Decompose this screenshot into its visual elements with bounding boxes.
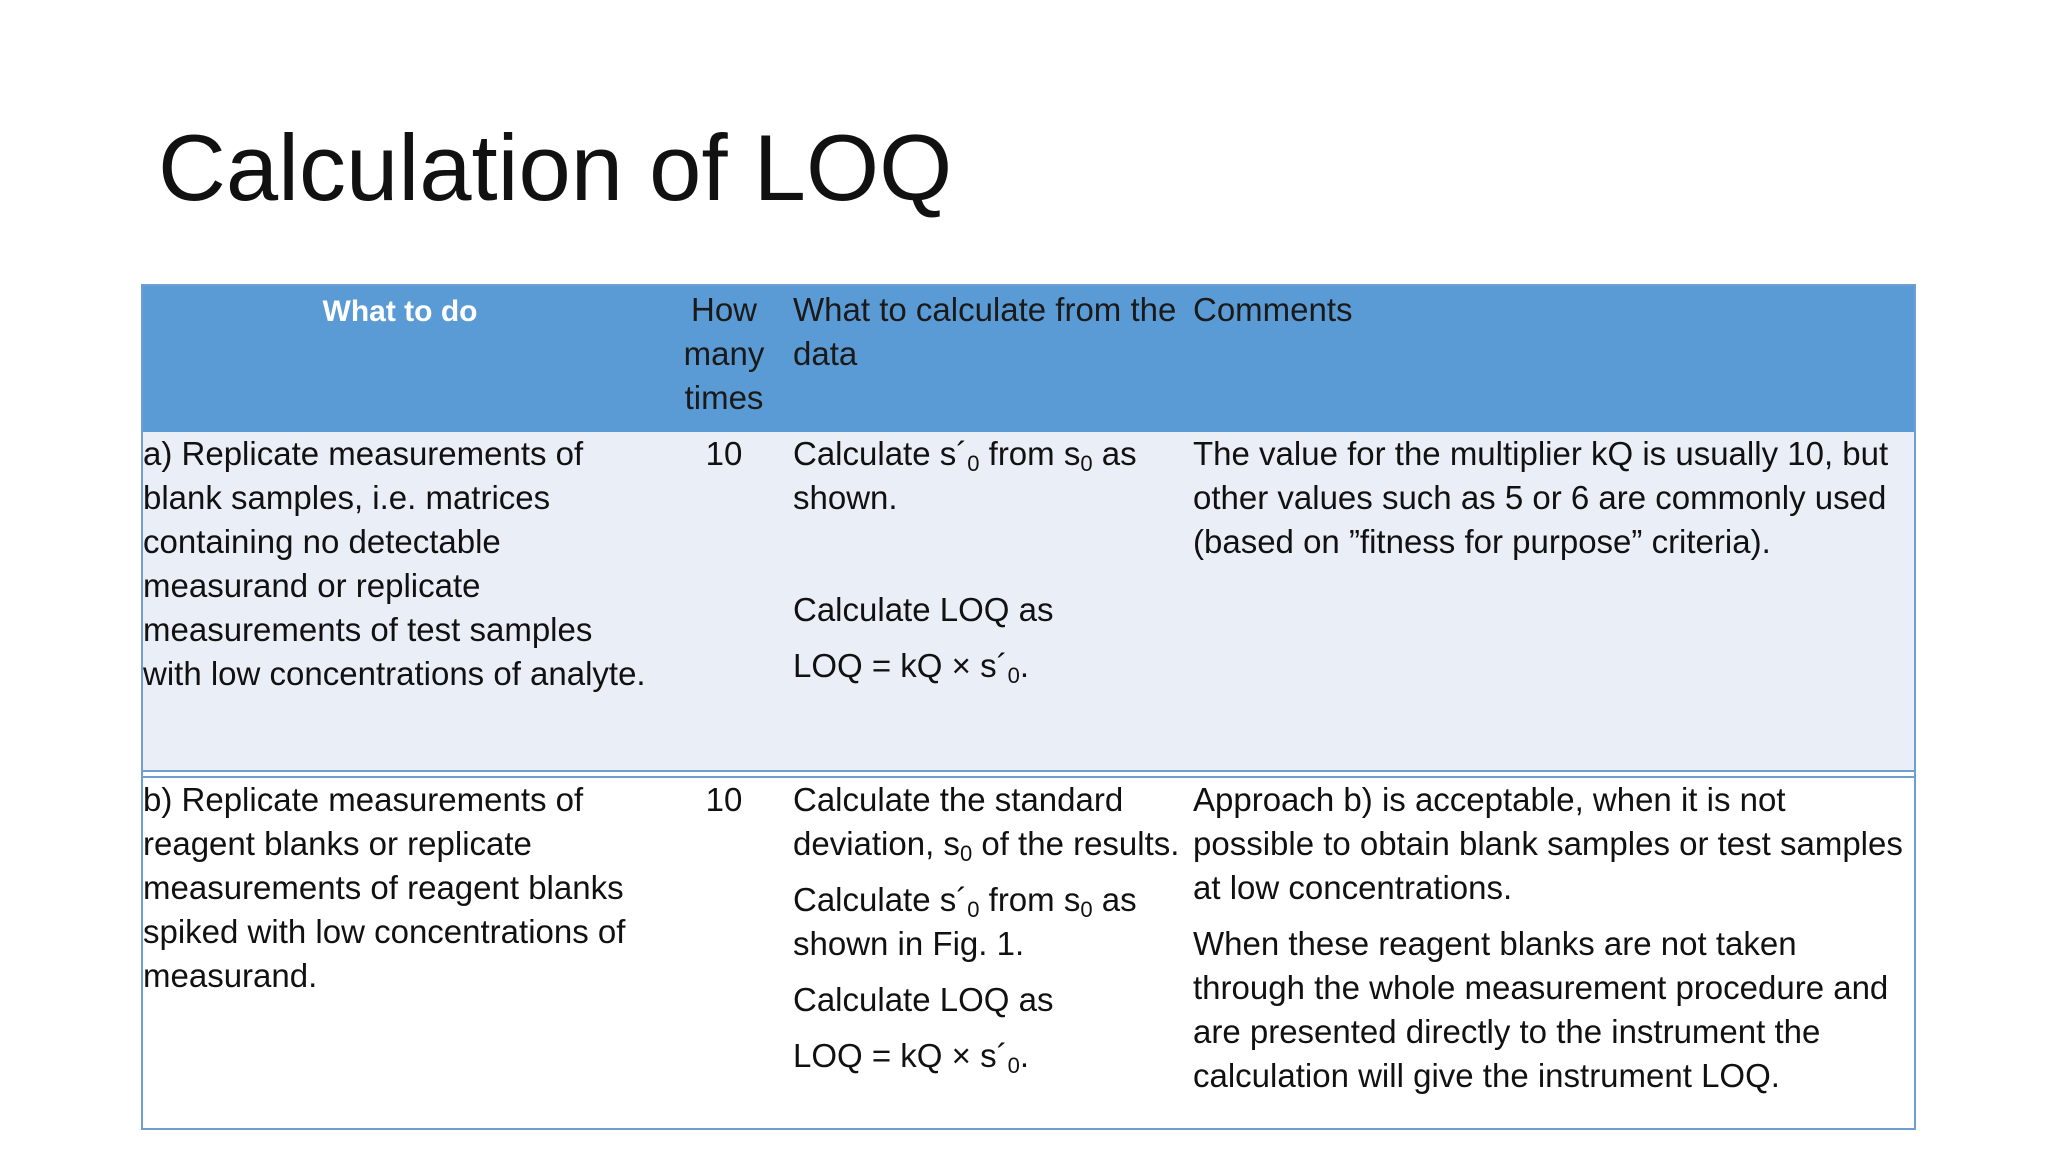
- row-b-calc-step-3: Calculate LOQ as: [793, 981, 1054, 1018]
- row-b-calc-formula: LOQ = kQ × $s´_0$.: [793, 1037, 1029, 1078]
- row-a-calc-step-2: Calculate LOQ as: [793, 591, 1054, 628]
- row-a-times: 10: [705, 435, 743, 472]
- row-a-calc-formula: LOQ = kQ × $s´_0$.: [793, 647, 1029, 688]
- row-b-comment-1: Approach b) is acceptable, when it is not possible to obtain blank samples or test samples at low concentrations.: [1193, 781, 1903, 906]
- table-row-b: [143, 778, 1914, 1126]
- table-header-row: [143, 286, 1914, 432]
- header-how-many-times: How many times: [683, 291, 765, 416]
- row-b-comment-2: When these reagent blanks are not taken through the whole measurement procedure and are presented directly to the instrument the calculation will give the instrument LOQ.: [1193, 925, 1889, 1094]
- row-b-comment: [1193, 778, 1914, 1126]
- loq-table: [141, 284, 1916, 1130]
- header-what-to-calculate: What to calculate from the data: [793, 291, 1177, 372]
- row-a-calculation: [781, 432, 1193, 770]
- slide-title: Calculation of LOQ: [158, 115, 953, 220]
- row-a-what-to-do: a) Replicate measurements of blank samples, i.e. matrices containing no detectable measurand or replicate measurements of test samples with low concentrations of analyte.: [143, 435, 646, 692]
- row-b-what-to-do: b) Replicate measurements of reagent blanks or replicate measurements of reagent blanks spiked with low concentrations of measurand.: [143, 781, 626, 994]
- row-b-times: 10: [705, 781, 743, 818]
- table-row-a: [143, 432, 1914, 772]
- header-comments: Comments: [1193, 291, 1353, 328]
- row-b-calculation: [781, 778, 1193, 1126]
- row-b-calc-step-1: Calculate the standard deviation, $s_0$ of the results.: [793, 781, 1180, 866]
- row-a-comment: The value for the multiplier kQ is usually 10, but other values such as 5 or 6 are commonly used (based on ”fitness for purpose” criteria).: [1193, 435, 1889, 560]
- header-what-to-do: What to do: [322, 295, 478, 328]
- row-b-calc-step-2: Calculate $s´_0$ from $s_0$ as shown in Fig. 1.: [793, 881, 1137, 962]
- row-a-calc-step-1: Calculate $s´_0$ from $s_0$ as shown.: [793, 435, 1137, 516]
